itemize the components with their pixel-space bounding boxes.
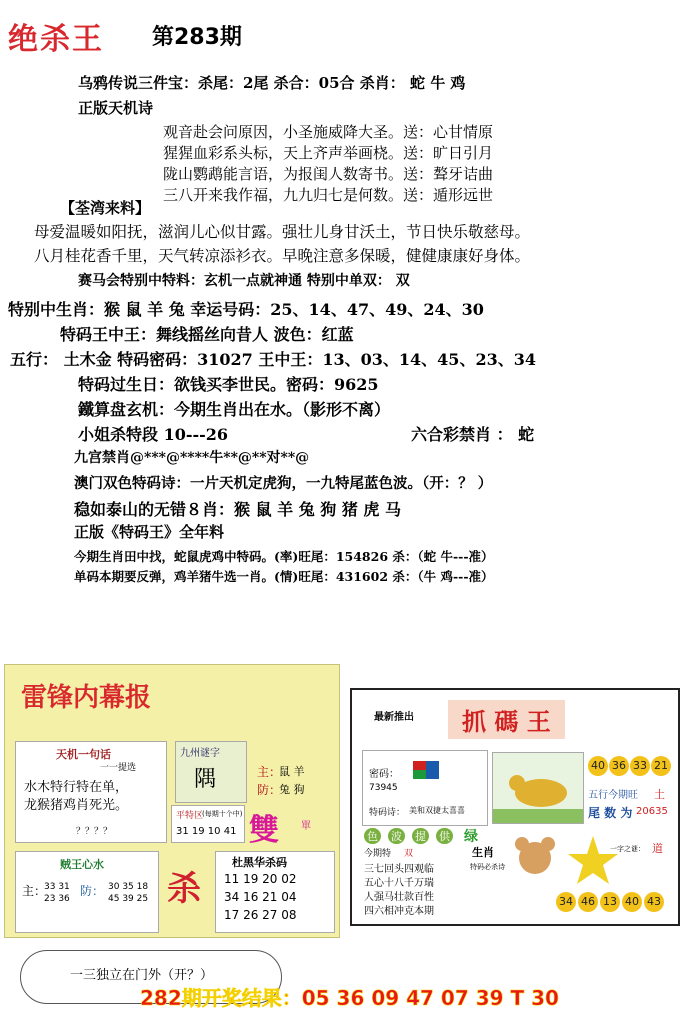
zeiwang-fang: 防： xyxy=(80,884,105,898)
line-taishan: 稳如泰山的无错８肖：猴 鼠 羊 兔 狗 猪 虎 马 xyxy=(74,500,401,519)
duhei-row-1: 11 19 20 02 xyxy=(224,872,297,886)
period-label: 第283期 xyxy=(152,25,242,50)
line-zodiac: 特别中生肖：猴 鼠 羊 兔 幸运号码：25、14、47、49、24、30 xyxy=(8,300,484,319)
main-label: 主： xyxy=(257,765,282,779)
yiju-label: 一字之谜： xyxy=(610,845,645,853)
duhei-row-2: 34 16 21 04 xyxy=(224,890,297,904)
today-label: 今期特 xyxy=(364,849,392,859)
bottom-ball-1: 34 xyxy=(556,892,576,912)
poem-line-1: 观音赴会问原因，小圣施威降大圣。送：心甘情原 xyxy=(163,123,494,141)
poem-line-4: 三八开来我作福，九九归七是何数。送：遁形远世 xyxy=(163,186,494,204)
tianji-box xyxy=(15,741,167,843)
poem-line-2: 猩猩血彩系头标，天上齐声举画桡。送：旷日引月 xyxy=(163,144,494,162)
main-values: 鼠 羊 xyxy=(279,765,305,778)
bottom-ball-5: 43 xyxy=(644,892,664,912)
line-note-1: 今期生肖田中找，蛇鼠虎鸡中特码。(率)旺尾：154826 杀：（蛇 牛---准） xyxy=(74,549,494,564)
dan-char: 單 xyxy=(301,821,311,832)
zhuama-panel xyxy=(350,688,680,926)
line-crow: 乌鸦传说三件宝：杀尾：2尾 杀合：05合 杀肖： 蛇 牛 鸡 xyxy=(78,74,466,92)
line-liuhe: 六合彩禁肖 ： 蛇 xyxy=(411,425,535,444)
jiuzhou-box xyxy=(175,741,247,803)
wuxing-value: 土 xyxy=(654,788,665,801)
sub-line-3: 人强马壮款百性 xyxy=(364,892,434,903)
color-tag-4: 供 xyxy=(436,828,453,844)
zeiwang-main-1: 33 31 xyxy=(44,882,70,892)
duhei-title: 杜黑华杀码 xyxy=(232,856,287,869)
color-tag-3: 提 xyxy=(412,828,429,844)
wuxing-text: 五行今期旺 xyxy=(588,790,638,801)
sha-char: 杀 xyxy=(167,869,201,909)
tail-text: 尾 数 为 xyxy=(588,806,633,820)
zeiwang-fang-1: 30 35 18 xyxy=(108,882,149,892)
jiuzhou-char: 隅 xyxy=(194,767,217,792)
fang-values: 兔 狗 xyxy=(279,783,305,796)
zeiwang-main-2: 23 36 xyxy=(44,894,70,904)
today-value: 双 xyxy=(404,849,414,859)
line-wuxing: 五行： 土木金 特码密码：31027 王中王：13、03、14、45、23、34 xyxy=(10,350,536,369)
sub-line-1: 三七回头四观临 xyxy=(364,864,434,875)
ox-image-icon xyxy=(492,752,584,824)
sub-label: 特码必杀诗 xyxy=(470,863,505,871)
poem-title: 正版天机诗 xyxy=(78,99,154,117)
tianji-text-2: 龙猴猪鸡肖死光。 xyxy=(24,798,129,813)
line-king: 特码王中王：舞线摇丝向昔人 波色：红蓝 xyxy=(60,325,354,344)
zeiwang-main: 主： xyxy=(22,884,47,898)
bottom-ball-3: 13 xyxy=(600,892,620,912)
line-horse: 赛马会特别中特料：玄机一点就神通 特别中单双： 双 xyxy=(78,273,410,289)
zeiwang-box xyxy=(15,851,159,933)
jiuzhou-title: 九州谜字 xyxy=(180,748,220,759)
zhuama-tag: 最新推出 xyxy=(374,712,414,723)
yiju-value: 道 xyxy=(652,842,663,855)
sub-line-2: 五心十八千万瑞 xyxy=(364,878,434,889)
bottom-ball-2: 46 xyxy=(578,892,598,912)
line-fullyear: 正版《特码王》全年料 xyxy=(74,523,225,541)
line-miss: 小姐杀特段 10---26 xyxy=(78,425,229,444)
duhei-row-3: 17 26 27 08 xyxy=(224,908,297,922)
special-label: 特码诗： xyxy=(369,808,406,818)
sub-line-4: 四六相冲克本期 xyxy=(364,906,434,917)
pingte-label: 平特区 xyxy=(176,811,204,821)
pingte-box xyxy=(171,805,245,843)
zeiwang-title: 贼王心水 xyxy=(60,858,104,871)
mouse-image-icon xyxy=(500,832,570,882)
zodiac-label: 生肖 xyxy=(472,846,494,859)
bottom-ball-4: 40 xyxy=(622,892,642,912)
password-box xyxy=(362,750,488,826)
line-jiugong: 九宫禁肖@***@****牛**@**对**@ xyxy=(74,450,310,466)
top-ball-1: 40 xyxy=(588,756,608,776)
logo-icon xyxy=(413,761,439,779)
tail-value: 20635 xyxy=(636,806,668,817)
zeiwang-fang-2: 45 39 25 xyxy=(108,894,149,904)
special-value: 美和双捷太喜喜 xyxy=(409,806,465,815)
result-line: 282期开奖结果：05 36 09 47 07 39 T 30 xyxy=(140,986,559,1010)
tianji-marks: ？？？？ xyxy=(76,827,113,837)
source-label: 【荃湾来料】 xyxy=(60,199,151,217)
password-label: 密码： xyxy=(369,769,399,780)
shuang-char: 雙 xyxy=(249,813,279,848)
tianji-text-1: 水木特行特在单， xyxy=(24,780,129,795)
line-birthday: 特码过生日：欲钱买李世民。密码：9625 xyxy=(78,375,379,394)
cloud-text: 一三独立在门外（开？） xyxy=(70,968,214,983)
pingte-note: (每期十个中) xyxy=(202,810,243,818)
tianji-sub: 一一提选 xyxy=(100,763,137,773)
verse-line-1: 母爱温暖如阳抚，滋润儿心似甘露。强壮儿身甘沃土，节日快乐敬慈母。 xyxy=(34,223,531,241)
color-tag-2: 波 xyxy=(388,828,405,844)
zhuama-title: 抓 碼 王 xyxy=(448,700,565,739)
page-title: 绝杀王 xyxy=(8,22,104,57)
top-ball-2: 36 xyxy=(609,756,629,776)
password-value: 73945 xyxy=(369,783,398,793)
top-ball-4: 21 xyxy=(651,756,671,776)
line-macau: 澳门双色特码诗：一片天机定虎狗，一九特尾蓝色波。（开：？ ） xyxy=(74,475,493,492)
color-value: 绿 xyxy=(464,829,478,845)
top-ball-3: 33 xyxy=(630,756,650,776)
fang-label: 防： xyxy=(257,783,282,797)
tianji-title: 天机一句话 xyxy=(56,748,111,761)
line-abacus: 鐵算盘玄机：今期生肖出在水。（影形不离） xyxy=(78,400,391,419)
line-note-2: 单码本期要反弹，鸡羊猪牛选一肖。(情)旺尾：431602 杀：（牛 鸡---准） xyxy=(74,569,494,584)
color-tag-1: 色 xyxy=(364,828,381,844)
verse-line-2: 八月桂花香千里，天气转凉添衫衣。早晚注意多保暖，健健康康好身体。 xyxy=(34,247,531,265)
duhei-box xyxy=(215,851,335,933)
leifeng-title: 雷锋内幕报 xyxy=(21,683,152,713)
poem-line-3: 陇山鹦鹉能言语，为报闺人数寄书。送：聱牙诘曲 xyxy=(163,165,494,183)
leifeng-panel xyxy=(4,664,340,938)
pingte-nums: 31 19 10 41 xyxy=(176,826,237,837)
